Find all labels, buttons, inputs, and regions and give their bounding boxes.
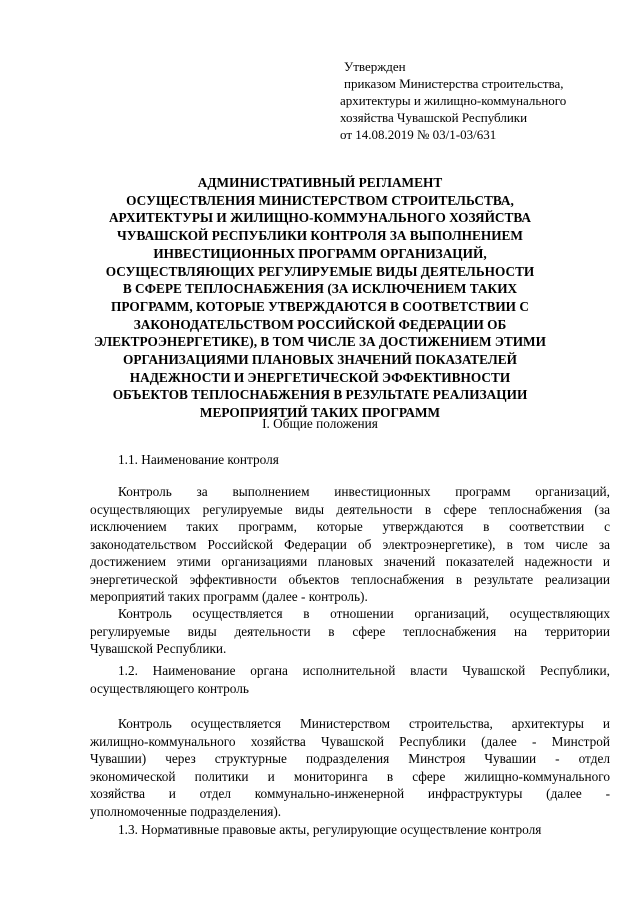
subsection-heading xyxy=(90,662,610,697)
paragraph xyxy=(90,715,610,820)
title-line: ИНВЕСТИЦИОННЫХ ПРОГРАММ ОРГАНИЗАЦИЙ, xyxy=(153,245,487,261)
paragraph xyxy=(90,605,610,658)
paragraph-line: регулируемые виды деятельности в сфере теплоснабжения на территории xyxy=(90,623,610,639)
title-line: АРХИТЕКТУРЫ И ЖИЛИЩНО-КОММУНАЛЬНОГО ХОЗЯЙСТВА xyxy=(108,210,532,226)
subsection-heading: 1.1. Наименование контроля xyxy=(118,452,279,467)
title-line: ОБЪЕКТОВ ТЕПЛОСНАБЖЕНИЯ В РЕЗУЛЬТАТЕ РЕАЛИЗАЦИИ xyxy=(112,387,528,403)
paragraph-line: уполномоченные подразделения). xyxy=(90,803,282,819)
paragraph-line: энергетической эффективности объектов теплоснабжения в результате реализации xyxy=(90,571,610,587)
paragraph-line: Контроль осуществляется Министерством строительства, архитектуры и xyxy=(118,716,610,731)
paragraph-line: мероприятий таких программ (далее - контроль). xyxy=(90,589,368,604)
title-line: ЗАКОНОДАТЕЛЬСТВОМ РОССИЙСКОЙ ФЕДЕРАЦИИ ОБ xyxy=(133,316,507,332)
section-heading: I. Общие положения xyxy=(262,416,378,431)
paragraph-line: экономической политики и мониторинга в сфере жилищно-коммунального xyxy=(90,768,610,784)
paragraph-line: законодательством Российской Федерации об электроэнергетике), в том числе за xyxy=(90,536,610,552)
heading-line: осуществляющего контроль xyxy=(90,680,249,696)
title-line: НАДЕЖНОСТИ И ЭНЕРГЕТИЧЕСКОЙ ЭФФЕКТИВНОСТИ xyxy=(129,369,511,385)
paragraph-line: Контроль осуществляется в отношении организаций, осуществляющих xyxy=(118,606,610,621)
paragraph-line: Чувашии) через структурные подразделения Минстроя Чувашии - отдел xyxy=(90,751,610,766)
paragraph-line: Контроль за выполнением инвестиционных программ организаций, xyxy=(118,484,610,499)
title-line: ОСУЩЕСТВЛЯЮЩИХ РЕГУЛИРУЕМЫЕ ВИДЫ ДЕЯТЕЛЬНОСТИ xyxy=(105,263,535,279)
title-line: ПРОГРАММ, КОТОРЫЕ УТВЕРЖДАЮТСЯ В СООТВЕТСТВИИ С xyxy=(111,298,529,314)
title-line: ЧУВАШСКОЙ РЕСПУБЛИКИ КОНТРОЛЯ ЗА ВЫПОЛНЕНИЕМ xyxy=(117,228,523,244)
paragraph-line: жилищно-коммунального хозяйства Чувашской Республики (далее - Минстрой xyxy=(90,733,610,749)
approval-line: хозяйства Чувашской Республики xyxy=(340,110,528,125)
paragraph-line: достижением этими организациями плановых значений показателей надежности и xyxy=(90,554,610,569)
paragraph-line: исключением таких программ, которые утверждаются в соответствии с xyxy=(90,519,610,534)
subsection-heading: 1.3. Нормативные правовые акты, регулирующие осуществление контроля xyxy=(118,822,542,837)
approval-stamp xyxy=(340,58,620,143)
document-title xyxy=(70,174,570,422)
title-line: АДМИНИСТРАТИВНЫЙ РЕГЛАМЕНТ xyxy=(197,175,443,190)
paragraph-line: хозяйства и отдел коммунально-инженерной инфраструктуры (далее - xyxy=(90,786,610,801)
title-line: ОРГАНИЗАЦИЯМИ ПЛАНОВЫХ ЗНАЧЕНИЙ ПОКАЗАТЕЛЕЙ xyxy=(123,352,517,368)
title-line: В СФЕРЕ ТЕПЛОСНАБЖЕНИЯ (ЗА ИСКЛЮЧЕНИЕМ ТАКИХ xyxy=(122,281,518,297)
paragraph-line: Чувашской Республики. xyxy=(90,641,227,656)
paragraph xyxy=(90,483,610,606)
approval-line: приказом Министерства строительства, xyxy=(344,76,564,91)
title-line: ОСУЩЕСТВЛЕНИЯ МИНИСТЕРСТВОМ СТРОИТЕЛЬСТВА, xyxy=(126,192,514,208)
approval-line: архитектуры и жилищно-коммунального xyxy=(340,93,567,108)
title-line: ЭЛЕКТРОЭНЕРГЕТИКЕ), В ТОМ ЧИСЛЕ ЗА ДОСТИЖЕНИЕМ ЭТИМИ xyxy=(94,334,546,350)
approval-line: от 14.08.2019 № 03/1-03/631 xyxy=(340,127,497,142)
heading-line: 1.2. Наименование органа исполнительной власти Чувашской Республики, xyxy=(118,663,610,678)
paragraph-line: осуществляющих регулируемые виды деятельности в сфере теплоснабжения (за xyxy=(90,501,610,517)
title-line: МЕРОПРИЯТИЙ ТАКИХ ПРОГРАММ xyxy=(199,405,441,421)
approval-line: Утвержден xyxy=(344,59,406,74)
